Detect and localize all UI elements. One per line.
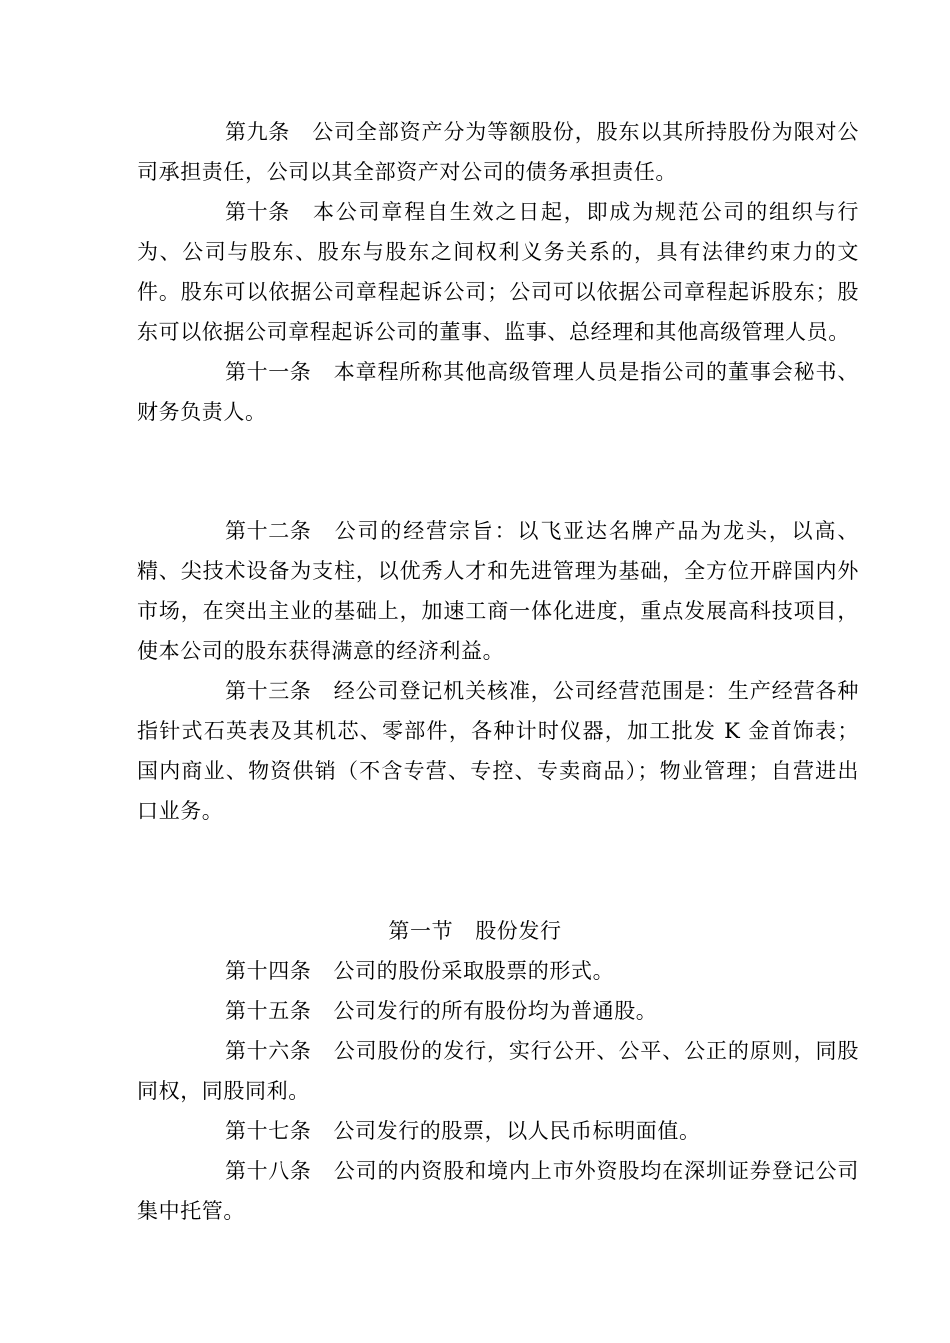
article-16 [137, 1031, 859, 1111]
article-13 [137, 671, 859, 831]
article-label: 第十八条 [225, 1159, 312, 1183]
section-title: 股份发行 [475, 919, 562, 943]
article-15 [137, 991, 859, 1031]
article-17 [137, 1111, 859, 1151]
article-label: 第十条 [225, 200, 290, 224]
article-9 [137, 112, 859, 192]
article-text: 本公司章程自生效之日起，即成为规范公司的组织与行为、公司与股东、股东与股东之间权利义务关系的，具有法律约束力的文件。股东可以依据公司章程起诉公司；公司可以依据公司章程起诉股东；股东可以依据公司章程起诉公司的董事、监事、总经理和其他高级管理人员。 [137, 200, 859, 344]
section-number: 第一节 [388, 919, 454, 943]
article-text: 公司发行的股票，以人民币标明面值。 [333, 1119, 701, 1143]
article-text: 公司的经营宗旨：以飞亚达名牌产品为龙头，以高、精、尖技术设备为支柱，以优秀人才和先进管理为基础，全方位开辟国内外市场，在突出主业的基础上，加速工商一体化进度，重点发展高科技项目，使本公司的股东获得满意的经济利益。 [137, 519, 859, 663]
article-text: 公司全部资产分为等额股份，股东以其所持股份为限对公司承担责任，公司以其全部资产对公司的债务承担责任。 [137, 120, 859, 184]
article-text: 公司的股份采取股票的形式。 [333, 959, 615, 983]
article-group-business [137, 511, 859, 831]
article-group-general [137, 112, 859, 432]
article-label: 第十二条 [225, 519, 312, 543]
article-text: 公司股份的发行，实行公开、公平、公正的原则，同股同权，同股同利。 [137, 1039, 859, 1103]
article-10 [137, 192, 859, 352]
article-label: 第十五条 [225, 999, 312, 1023]
article-14 [137, 951, 859, 991]
article-label: 第十四条 [225, 959, 312, 983]
section-heading [0, 911, 950, 951]
article-11 [137, 352, 859, 432]
article-label: 第十一条 [225, 360, 312, 384]
article-label: 第十三条 [225, 679, 312, 703]
article-group-shares [137, 951, 859, 1231]
article-label: 第十六条 [225, 1039, 312, 1063]
article-12 [137, 511, 859, 671]
article-18 [137, 1151, 859, 1231]
article-label: 第九条 [225, 120, 290, 144]
article-text: 本章程所称其他高级管理人员是指公司的董事会秘书、财务负责人。 [137, 360, 859, 424]
article-label: 第十七条 [225, 1119, 312, 1143]
article-text: 公司发行的所有股份均为普通股。 [333, 999, 658, 1023]
article-text: 公司的内资股和境内上市外资股均在深圳证券登记公司集中托管。 [137, 1159, 859, 1223]
article-text: 经公司登记机关核准，公司经营范围是：生产经营各种指针式石英表及其机芯、零部件，各种计时仪器，加工批发 K 金首饰表；国内商业、物资供销（不含专营、专控、专卖商品）；物业管理；自营进出口业务。 [137, 679, 859, 823]
